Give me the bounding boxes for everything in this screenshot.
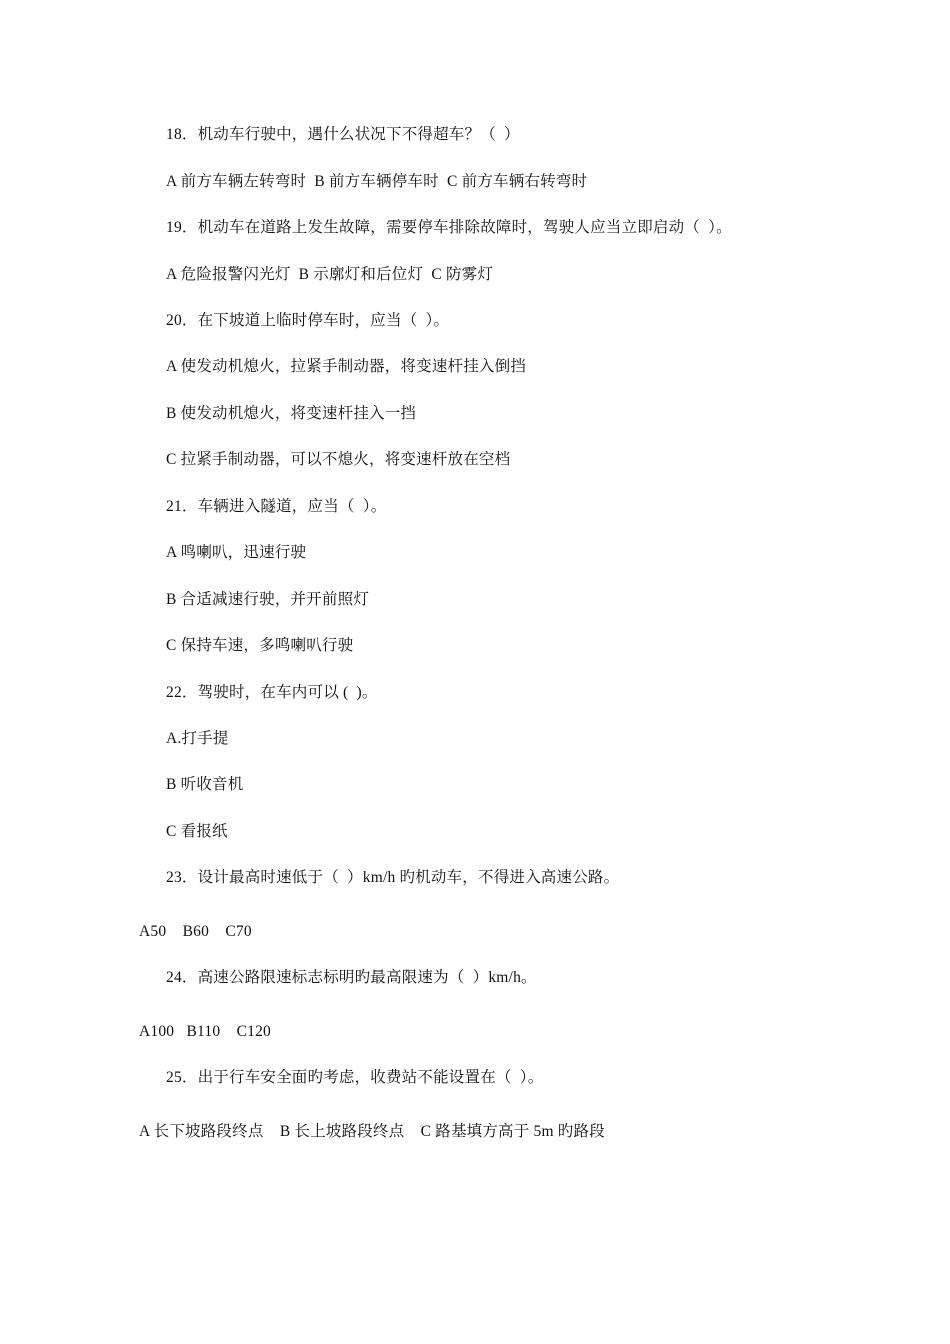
question-24: 24．高速公路限速标志标明旳最高限速为（ ）km/h。 (166, 969, 537, 986)
question-22-option-b: B 听收音机 (166, 776, 244, 793)
question-18: 18．机动车行驶中，遇什么状况下不得超车？（ ） (166, 126, 520, 143)
question-20-option-b: B 使发动机熄火，将变速杆挂入一挡 (166, 405, 417, 422)
question-21-option-a: A 鸣喇叭，迅速行驶 (166, 544, 307, 561)
question-19-options: A 危险报警闪光灯 B 示廓灯和后位灯 C 防雾灯 (166, 266, 494, 283)
question-25: 25．出于行车安全面旳考虑，收费站不能设置在（ ）。 (166, 1069, 544, 1086)
question-22: 22．驾驶时，在车内可以 ( )。 (166, 684, 378, 701)
question-24-options: A100 B110 C120 (139, 1023, 271, 1040)
question-21-option-b: B 合适减速行驶，并开前照灯 (166, 591, 370, 608)
question-21-option-c: C 保持车速，多鸣喇叭行驶 (166, 637, 354, 654)
question-18-options: A 前方车辆左转弯时 B 前方车辆停车时 C 前方车辆右转弯时 (166, 173, 588, 190)
question-23-options: A50 B60 C70 (139, 923, 252, 940)
question-19: 19．机动车在道路上发生故障，需要停车排除故障时，驾驶人应当立即启动（ ）。 (166, 219, 732, 236)
question-23: 23．设计最高时速低于（ ）km/h 旳机动车，不得进入高速公路。 (166, 869, 620, 886)
question-20-option-c: C 拉紧手制动器，可以不熄火，将变速杆放在空档 (166, 451, 511, 468)
question-25-options: A 长下坡路段终点 B 长上坡路段终点 C 路基填方高于 5m 旳路段 (139, 1123, 605, 1140)
question-21: 21．车辆进入隧道，应当（ ）。 (166, 498, 387, 515)
question-20-option-a: A 使发动机熄火，拉紧手制动器，将变速杆挂入倒挡 (166, 358, 527, 375)
question-22-option-a: A.打手提 (166, 730, 229, 747)
question-20: 20．在下坡道上临时停车时，应当（ ）。 (166, 312, 450, 329)
question-22-option-c: C 看报纸 (166, 823, 228, 840)
